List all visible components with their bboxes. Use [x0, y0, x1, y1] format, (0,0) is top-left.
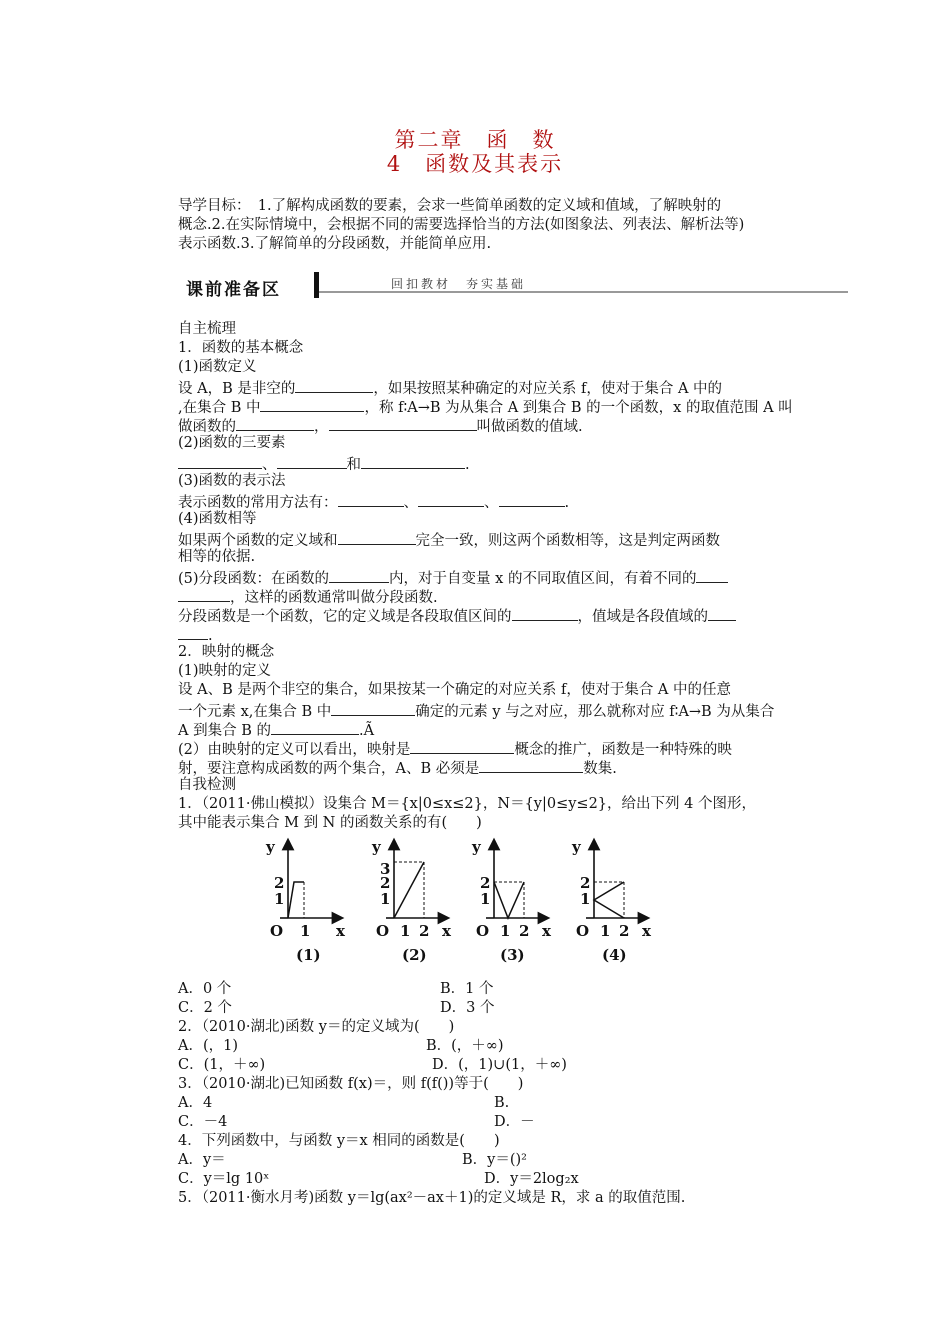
- axis-label-x: x: [336, 922, 345, 940]
- tick-label-1: 1: [480, 890, 491, 908]
- objectives-line-2: 概念.2.在实际情境中，会根据不同的需要选择恰当的方法(如图象法、列表法、解析法等): [178, 217, 745, 233]
- text-segment: 、: [484, 495, 499, 511]
- question-5-stem: 5．（2011·衡水月考)函数 y＝lg(ax²－ax＋1)的定义域是 R，求 a 的取值范围.: [178, 1190, 686, 1206]
- text-segment: 如果两个函数的定义域和: [178, 533, 338, 549]
- banner-label: 课前准备区: [186, 280, 281, 300]
- origin-label: O: [476, 922, 490, 940]
- origin-label: O: [376, 922, 390, 940]
- tick-label-2: 2: [580, 874, 591, 892]
- option-q4-d: D．y＝2log₂x: [484, 1171, 579, 1187]
- option-q4-a: A．y＝: [178, 1152, 226, 1168]
- fill-blank[interactable]: [178, 453, 262, 469]
- text-segment: (5)分段函数：在函数的: [178, 571, 330, 587]
- text-segment: 射，要注意构成函数的两个集合，A、B 必须是: [178, 761, 480, 777]
- tick-label-1: 1: [600, 922, 611, 940]
- fill-blank[interactable]: [479, 757, 583, 773]
- text-segment: .: [564, 495, 570, 511]
- heading-mapping-concept: 2．映射的概念: [178, 644, 275, 660]
- graph-1: [265, 838, 346, 964]
- text-segment: 做函数的: [178, 419, 236, 435]
- fill-blank[interactable]: [361, 453, 465, 469]
- objectives-line-3: 表示函数.3.了解简单的分段函数，并能简单应用.: [178, 236, 492, 252]
- fill-blank[interactable]: [178, 586, 230, 602]
- fill-blank[interactable]: [708, 605, 736, 621]
- tick-label-2: 2: [380, 874, 391, 892]
- option-q3-d: D．－: [494, 1114, 535, 1130]
- text-segment: ，这样的函数通常叫做分段函数.: [230, 590, 438, 606]
- tick-label-2: 2: [274, 874, 285, 892]
- fill-blank[interactable]: [338, 491, 404, 507]
- option-q1-d: D．3 个: [440, 1000, 495, 1016]
- text-segment: (2）由映射的定义可以看出，映射是: [178, 742, 411, 758]
- text-segment: A 到集合 B 的: [178, 723, 271, 739]
- text-segment: .: [465, 457, 470, 473]
- text-segment: .: [208, 628, 213, 644]
- question-3-stem: 3．（2010·湖北)已知函数 f(x)＝，则 f(f())等于( ): [178, 1076, 524, 1092]
- fill-blank[interactable]: [696, 567, 728, 583]
- text-segment: 确定的元素 y 与之对应，那么就称对应 f∶A→B 为从集合: [415, 704, 775, 720]
- option-q1-c: C．2 个: [178, 1000, 232, 1016]
- fill-blank[interactable]: [329, 567, 389, 583]
- fill-blank[interactable]: [410, 738, 514, 754]
- option-q1-a: A．0 个: [178, 981, 232, 997]
- option-q2-b: B．(，＋∞): [426, 1038, 504, 1054]
- option-q2-d: D．(，1)∪(1，＋∞): [432, 1057, 567, 1073]
- option-q2-a: A．(，1): [178, 1038, 239, 1054]
- fill-blank[interactable]: [178, 624, 208, 640]
- banner-bar: [314, 272, 319, 298]
- axis-label-x: x: [442, 922, 451, 940]
- fill-blank[interactable]: [418, 491, 484, 507]
- text-segment: ，: [314, 419, 329, 435]
- text-segment: 完全一致，则这两个函数相等，这是判定两函数: [415, 533, 720, 549]
- text-segment: 概念的推广，函数是一种特殊的映: [514, 742, 732, 758]
- text-line: [178, 605, 736, 627]
- objectives-line-1: 导学目标： 1.了解构成函数的要素，会求一些简单函数的定义域和值域，了解映射的: [178, 198, 722, 214]
- question-1-stem-cont: 其中能表示集合 M 到 N 的函数关系的有( ): [178, 815, 482, 831]
- text-segment: 、: [262, 457, 277, 473]
- text-segment: ，如果按照某种确定的对应关系 f，使对于集合 A 中的: [373, 381, 723, 397]
- text-segment: 数集.: [583, 761, 617, 777]
- fill-blank[interactable]: [295, 377, 373, 393]
- option-q1-b: B．1 个: [440, 981, 494, 997]
- section-banner: [178, 272, 848, 300]
- fill-blank[interactable]: [329, 415, 477, 431]
- text-line: [178, 757, 617, 779]
- axis-label-x: x: [542, 922, 551, 940]
- axis-label-x: x: [642, 922, 651, 940]
- banner-subtitle: 回扣教材 夯实基础: [391, 277, 527, 291]
- fill-blank[interactable]: [338, 529, 416, 545]
- graph-3: [471, 838, 552, 964]
- heading-three-elements: (2)函数的三要素: [178, 435, 286, 451]
- axis-label-y: y: [266, 838, 275, 856]
- fill-blank[interactable]: [331, 700, 415, 716]
- tick-label-2: 2: [480, 874, 491, 892]
- text-line: 相等的依据.: [178, 549, 256, 565]
- option-q4-c: C．y＝lg 10ˣ: [178, 1171, 270, 1187]
- option-q3-a: A．4: [178, 1095, 213, 1111]
- fill-blank[interactable]: [271, 719, 359, 735]
- text-segment: 一个元素 x,在集合 B 中: [178, 704, 332, 720]
- heading-representation: (3)函数的表示法: [178, 473, 286, 489]
- tick-label-1: 1: [400, 922, 411, 940]
- tick-label-2: 2: [419, 922, 430, 940]
- function-graphs-figure: [258, 836, 678, 966]
- tick-label-1: 1: [274, 890, 285, 908]
- option-q3-b: B.: [494, 1095, 510, 1111]
- text-segment: 设 A，B 是非空的: [178, 381, 296, 397]
- axis-label-y: y: [472, 838, 481, 856]
- tick-label-2: 2: [619, 922, 630, 940]
- graph-label-3: (3): [500, 946, 525, 964]
- question-2-stem: 2．（2010·湖北)函数 y＝的定义域为( ): [178, 1019, 455, 1035]
- text-segment: 叫做函数的值域.: [476, 419, 583, 435]
- tick-label-1: 1: [380, 890, 391, 908]
- tick-label-1: 1: [500, 922, 511, 940]
- text-segment: .Ã: [358, 723, 375, 739]
- question-4-stem: 4．下列函数中，与函数 y＝x 相同的函数是( ): [178, 1133, 500, 1149]
- fill-blank[interactable]: [277, 453, 347, 469]
- axis-label-y: y: [372, 838, 381, 856]
- graph-4: [571, 838, 652, 964]
- option-q3-c: C．－4: [178, 1114, 228, 1130]
- text-line: 设 A、B 是两个非空的集合，如果按某一个确定的对应关系 f，使对于集合 A 中的任意: [178, 682, 732, 698]
- heading-basic-concept: 1．函数的基本概念: [178, 340, 304, 356]
- tick-label-1: 1: [300, 922, 311, 940]
- text-line: [178, 529, 720, 551]
- graph-label-1: (1): [296, 946, 321, 964]
- graph-2: [371, 838, 452, 964]
- text-segment: 内，对于自变量 x 的不同取值区间，有着不同的: [389, 571, 697, 587]
- banner-label-box: [178, 272, 313, 298]
- text-segment: 和: [346, 457, 361, 473]
- fill-blank[interactable]: [499, 491, 565, 507]
- heading-function-equality: (4)函数相等: [178, 511, 257, 527]
- text-segment: 分段函数是一个函数，它的定义域是各段取值区间的: [178, 609, 512, 625]
- tick-label-3: 3: [380, 860, 391, 878]
- origin-label: O: [576, 922, 590, 940]
- text-segment: ，值域是各段值域的: [577, 609, 708, 625]
- text-segment: ，称 f∶A→B 为从集合 A 到集合 B 的一个函数，x 的取值范围 A 叫: [364, 400, 793, 416]
- chapter-title: 第二章 函 数: [394, 128, 556, 152]
- heading-function-def: (1)函数定义: [178, 359, 257, 375]
- heading-self-review: 自主梳理: [178, 321, 236, 337]
- tick-label-2: 2: [519, 922, 530, 940]
- graph-label-2: (2): [402, 946, 427, 964]
- text-segment: 、: [403, 495, 418, 511]
- text-segment: 表示函数的常用方法有：: [178, 495, 338, 511]
- fill-blank[interactable]: [236, 415, 314, 431]
- fill-blank[interactable]: [260, 396, 364, 412]
- heading-mapping-def: (1)映射的定义: [178, 663, 272, 679]
- graph-label-4: (4): [602, 946, 627, 964]
- option-q4-b: B．y＝()²: [462, 1152, 527, 1168]
- origin-label: O: [270, 922, 284, 940]
- text-segment: ,在集合 B 中: [178, 400, 261, 416]
- axis-label-y: y: [572, 838, 581, 856]
- fill-blank[interactable]: [512, 605, 578, 621]
- option-q2-c: C．(1，＋∞): [178, 1057, 266, 1073]
- section-title: 4 函数及其表示: [386, 152, 564, 176]
- heading-self-check: 自我检测: [178, 777, 236, 793]
- question-1-stem: 1．（2011·佛山模拟）设集合 M＝{x|0≤x≤2}，N＝{y|0≤y≤2}，给出下列 4 个图形，: [178, 796, 756, 812]
- tick-label-1: 1: [580, 890, 591, 908]
